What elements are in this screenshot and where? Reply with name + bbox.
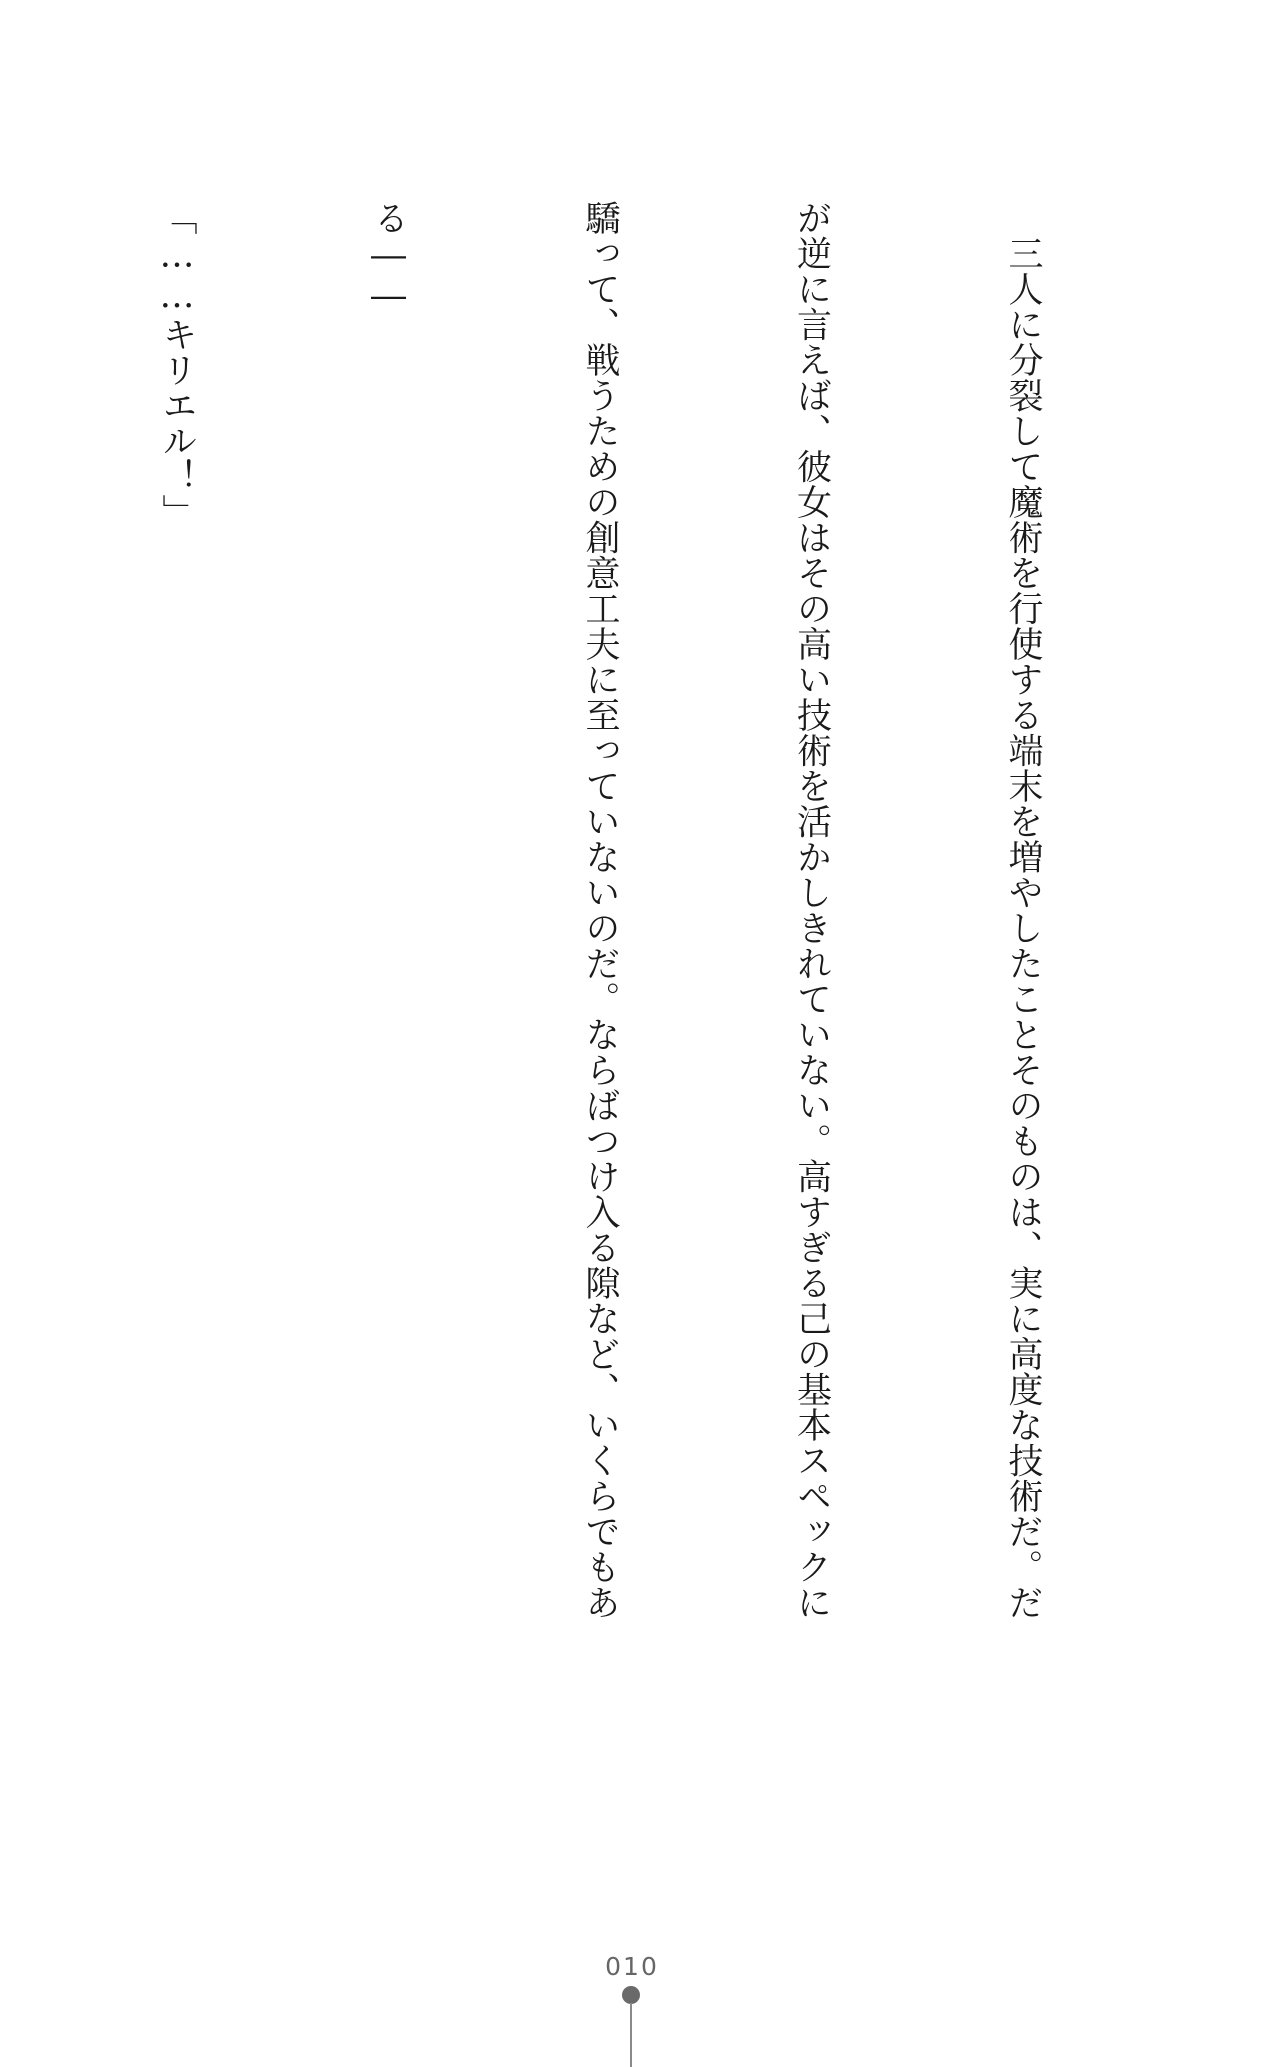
vertical-text-block: [39, 200, 1199, 1900]
page-marker-line: [630, 2003, 632, 2067]
text-line: が逆に言えば、彼女はその高い技術を活かしきれていない。高すぎる己の基本スペックに: [791, 200, 832, 1620]
page-marker-dot: [622, 1986, 640, 2004]
text-line: る――: [368, 200, 409, 317]
text-line: [0, 200, 1, 1900]
text-line: 三人に分裂して魔術を行使する端末を増やしたことそのものは、実に高度な技術だ。だ: [1003, 200, 1043, 1620]
text-line: 驕って、戦うための創意工夫に至っていないのだ。ならばつけ入る隙など、いくらでもあ: [580, 200, 620, 1620]
page-number: 010: [605, 1952, 659, 1981]
text-line: 「……キリエル！」: [157, 200, 197, 530]
